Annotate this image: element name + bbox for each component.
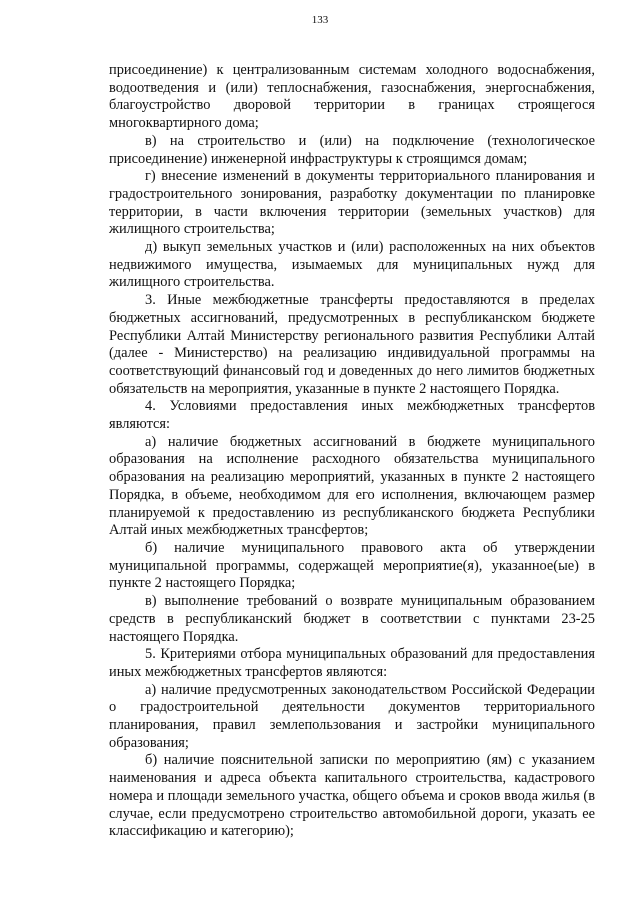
paragraph: а) наличие предусмотренных законодательством Российской Федерации о градостроительной деятельности документов территориального планирования, правил землепользования и застройки муниципального образования; (109, 681, 595, 751)
document-body (109, 62, 595, 841)
paragraph: д) выкуп земельных участков и (или) расположенных на них объектов недвижимого имущества, изымаемых для муниципальных нужд для жилищного строительства. (109, 239, 595, 291)
paragraph: в) на строительство и (или) на подключение (технологическое присоединение) инженерной инфраструктуры к строящимся домам; (109, 132, 595, 167)
paragraph: 5. Критериями отбора муниципальных образований для предоставления иных межбюджетных трансфертов являются: (109, 646, 595, 680)
paragraph: г) внесение изменений в документы территориального планирования и градостроительного зонирования, разработку документации по планировке территории, в части включения территории (земельных участков) для жилищного строительства; (109, 168, 595, 238)
paragraph: 3. Иные межбюджетные трансферты предоставляются в пределах бюджетных ассигнований, предусмотренных в республиканском бюджете Республики Алтай Министерству регионального развития Республики Алтай (далее - Министерство) на реализацию индивидуальной программы на соответствующий финансовый год и доведенных до него лимитов бюджетных обязательств на мероприятия, указанные в пункте 2 настоящего Порядка. (109, 292, 595, 397)
paragraph: б) наличие муниципального правового акта об утверждении муниципальной программы, содержащей мероприятие(я), указанное(ые) в пункте 2 настоящего Порядка; (109, 539, 595, 592)
page-number: 133 (311, 14, 329, 26)
paragraph: а) наличие бюджетных ассигнований в бюджете муниципального образования на исполнение расходного обязательства муниципального образования на реализацию мероприятий, указанных в пункте 2 настоящего Порядка, в объеме, необходимом для его исполнения, включающем размер планируемой к предоставлению из республиканского бюджета Республики Алтай иных межбюджетных трансфертов; (109, 433, 595, 539)
paragraph: присоединение) к централизованным системам холодного водоснабжения, водоотведения и (или) теплоснабжения, газоснабжения, энергоснабжения, благоустройство дворовой территории в границах строящегося многоквартирного дома; (109, 62, 595, 132)
paragraph: в) выполнение требований о возврате муниципальным образованием средств в республиканский бюджет в соответствии с пунктами 23-25 настоящего Порядка. (109, 593, 595, 645)
paragraph: 4. Условиями предоставления иных межбюджетных трансфертов являются: (109, 398, 595, 433)
paragraph: б) наличие пояснительной записки по мероприятию (ям) с указанием наименования и адреса объекта капитального строительства, кадастрового номера и площади земельного участка, общего объема и сроков ввода жилья (в случае, если предусмотрено строительство автомобильной дороги, указать ее классификацию и категорию); (109, 752, 595, 840)
